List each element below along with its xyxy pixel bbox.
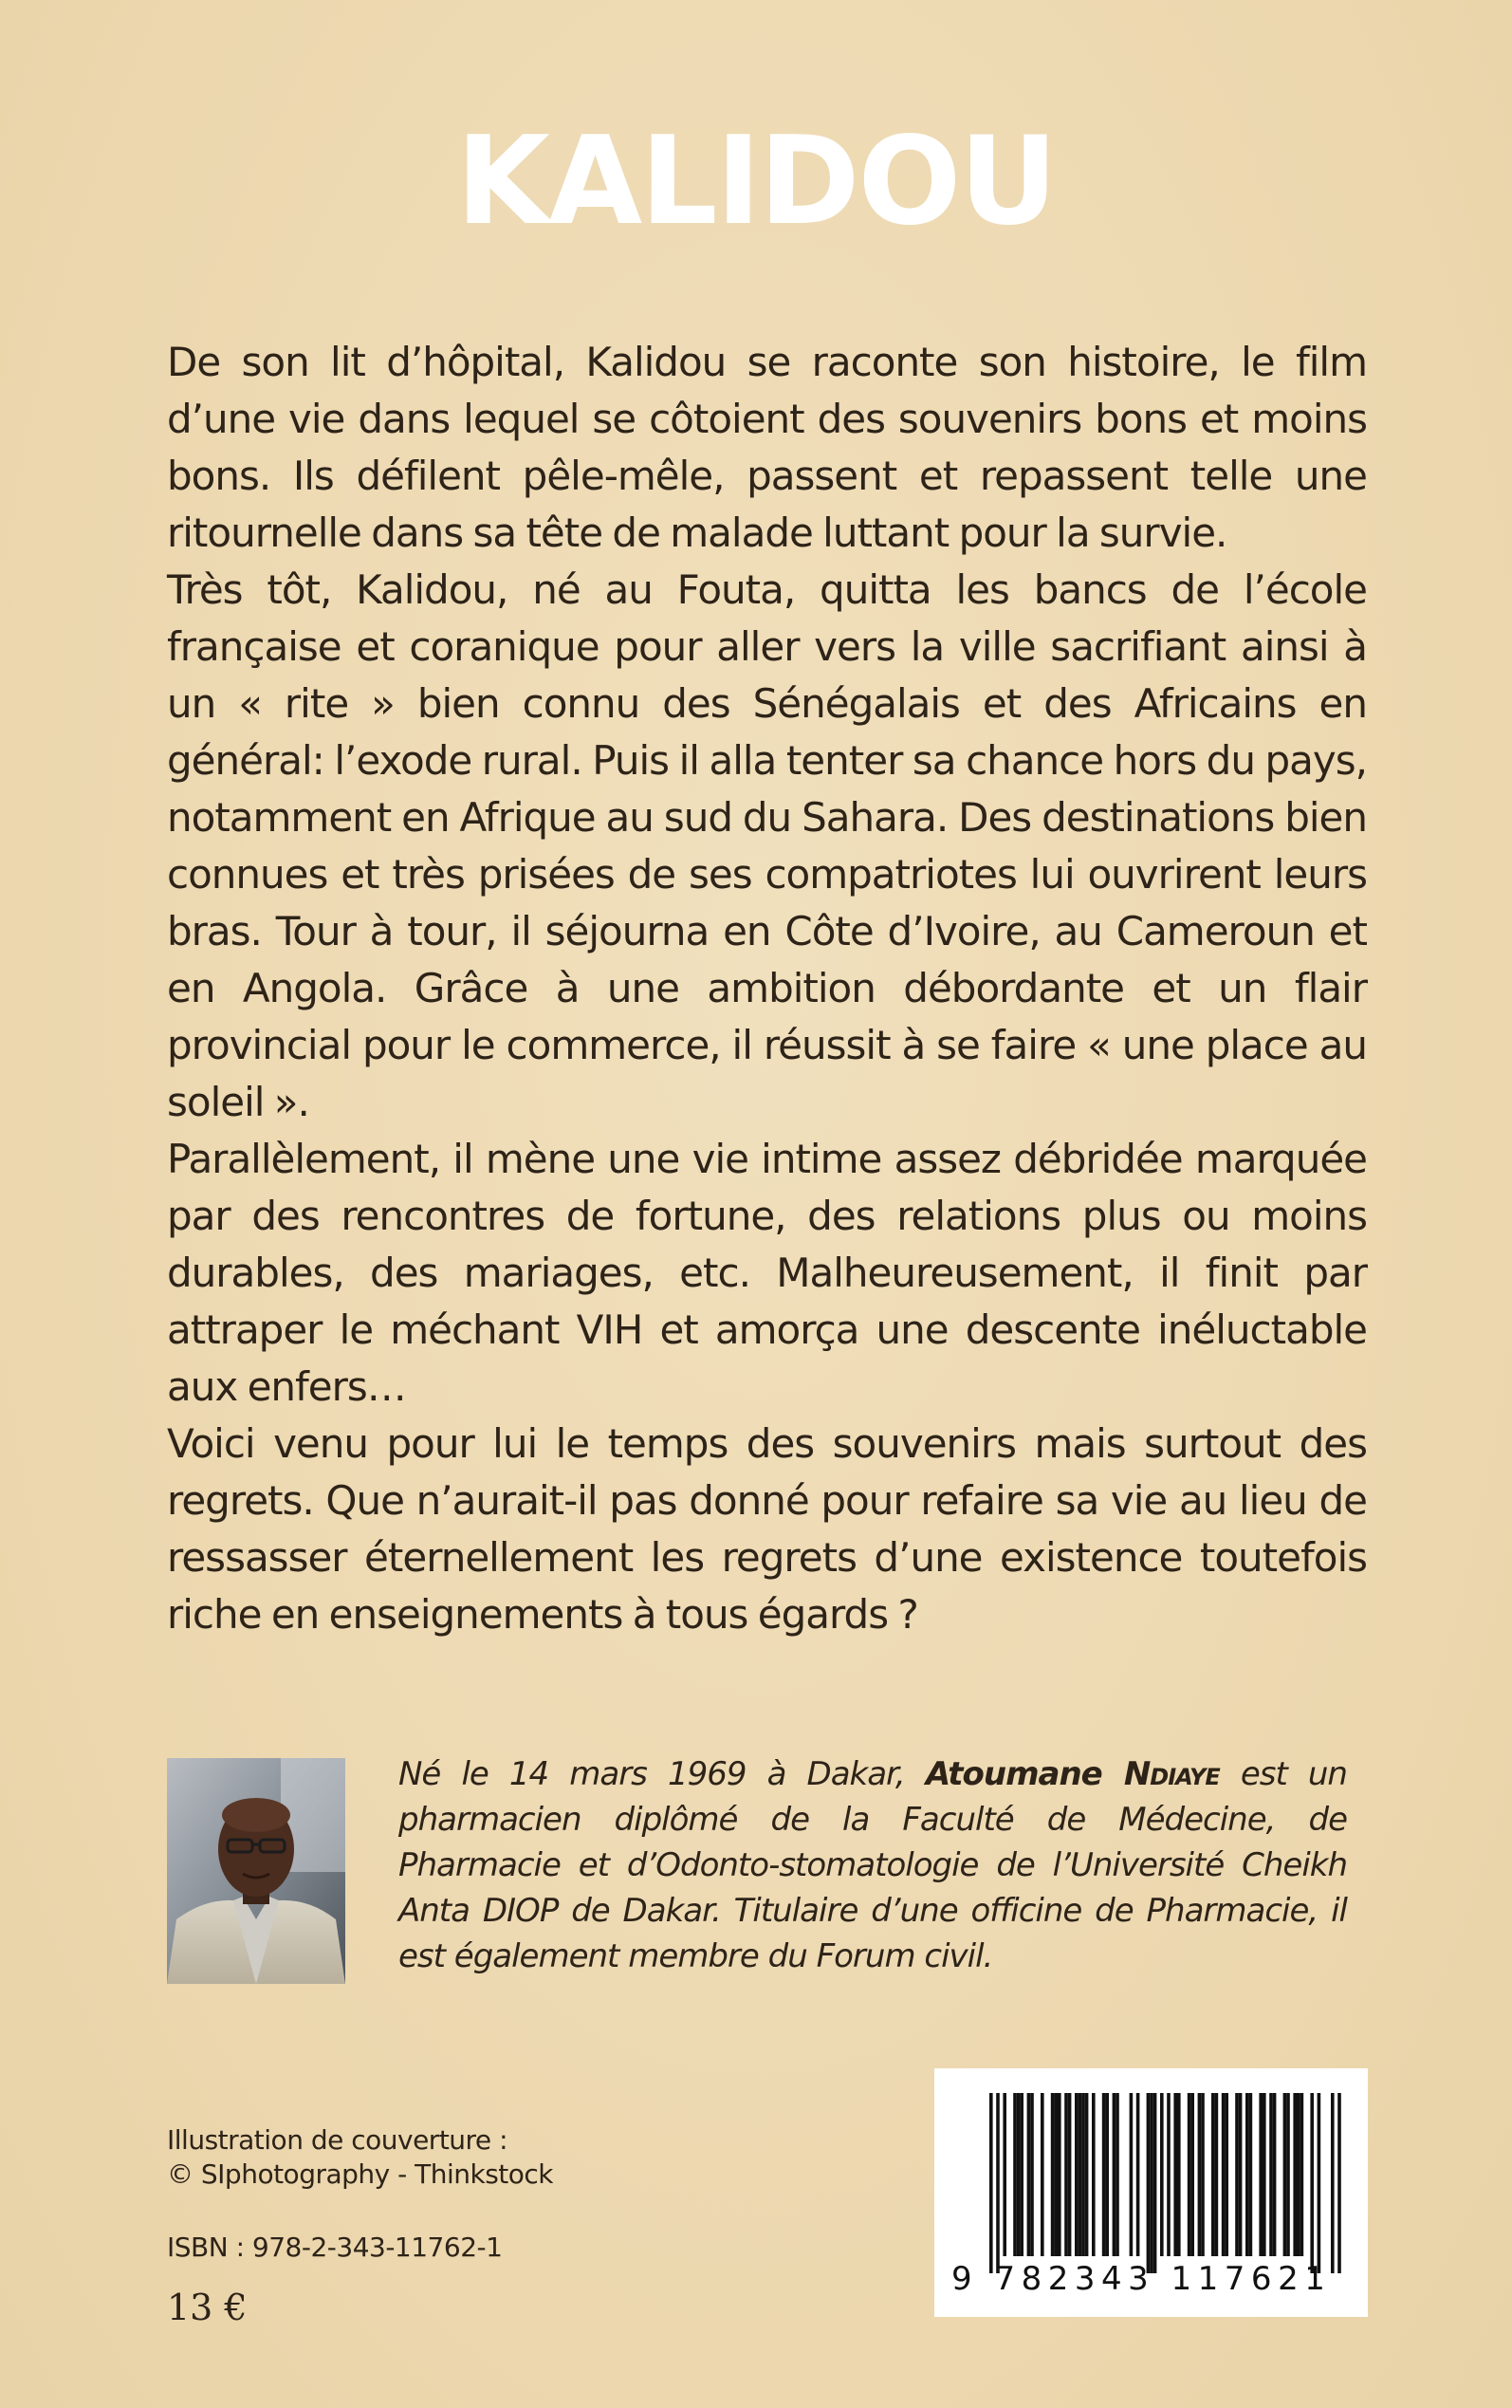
back-cover-blurb — [167, 334, 1367, 1643]
barcode-bar — [1013, 2093, 1017, 2256]
barcode-bar — [1198, 2093, 1202, 2256]
barcode-bar — [1105, 2093, 1109, 2256]
barcode-bar — [1211, 2093, 1215, 2256]
author-portrait-image — [167, 1758, 345, 1984]
barcode-bar — [1160, 2093, 1164, 2256]
blurb-paragraph: Très tôt, Kalidou, né au Fouta, quitta les bancs de l’école française et coranique pour aller vers la ville sacrifiant ainsi à un « rite » bien connu des Sénégalais et des Africains en général: l’exode rural. Puis il alla tenter sa chance hors du pays, notamment en Afrique au sud du Sahara. Des destinations bien connues et très prisées de ses compatriotes lui ouvrirent leurs bras. Tour à tour, il séjourna en Côte d’Ivoire, au Cameroun et en Angola. Grâce à une ambition débordante et un flair provincial pour le commerce, il réussit à se faire « une place au soleil ». — [167, 566, 1367, 1125]
barcode-guard-bar — [1147, 2093, 1151, 2273]
book-title: KALIDOU — [455, 111, 1057, 252]
barcode-bar — [1297, 2093, 1300, 2256]
barcode-bar — [1085, 2093, 1089, 2256]
barcode-bar — [1283, 2093, 1287, 2256]
barcode-bar — [1235, 2093, 1239, 2256]
barcode-bar — [1215, 2093, 1219, 2256]
barcode-guard-bar — [1331, 2093, 1335, 2273]
barcode-bar — [1177, 2093, 1181, 2256]
barcode-bar — [1079, 2093, 1082, 2256]
barcode-bar — [1263, 2093, 1266, 2256]
barcode-guard-bar — [1337, 2093, 1341, 2273]
author-first-name: Atoumane — [925, 1755, 1124, 1793]
barcode-guard-bar — [989, 2093, 993, 2273]
barcode-bar — [1113, 2093, 1116, 2256]
barcode-bar — [1293, 2093, 1297, 2256]
credit-line-2: © SIphotography - Thinkstock — [167, 2158, 554, 2190]
barcode-bar — [1017, 2093, 1021, 2256]
author-last-name: Ndiaye — [1123, 1755, 1220, 1793]
author-bio — [398, 1751, 1347, 1979]
barcode-bar — [1027, 2093, 1031, 2256]
barcode-bar — [1239, 2093, 1243, 2256]
credit-line-1: Illustration de couverture : — [167, 2124, 507, 2156]
blurb-paragraph: De son lit d’hôpital, Kalidou se raconte son histoire, le film d’une vie dans lequel se côtoient des souvenirs bons et moins bons. Ils défilent pêle-mêle, passent et repassent telle une ritournelle dans sa tête de malade luttant pour la survie. — [167, 339, 1367, 556]
cover-illustration-credit — [167, 2123, 553, 2192]
barcode-bar — [1030, 2093, 1034, 2256]
barcode-bar — [1245, 2093, 1249, 2256]
barcode-bar — [1167, 2093, 1171, 2256]
barcode-bar — [1064, 2093, 1068, 2256]
barcode-bar — [1020, 2093, 1023, 2256]
author-name — [926, 1755, 1220, 1793]
author-photo — [167, 1758, 345, 1984]
barcode-bar — [1225, 2093, 1228, 2256]
barcode-bar — [1003, 2093, 1006, 2256]
barcode-bar — [1058, 2093, 1061, 2256]
barcode-bar — [1054, 2093, 1058, 2256]
barcode-bar — [1273, 2093, 1277, 2256]
price: 13 € — [167, 2287, 248, 2328]
barcode-bar — [1116, 2093, 1119, 2256]
barcode-bar — [1130, 2093, 1134, 2256]
barcode-bar — [1136, 2093, 1140, 2256]
barcode-bar — [1286, 2093, 1290, 2256]
barcode-bar — [1188, 2093, 1191, 2256]
barcode-bar — [1222, 2093, 1226, 2256]
blurb-paragraph: Voici venu pour lui le temps des souvenirs mais surtout des regrets. Que n’aurait-il pas donné pour refaire sa vie au lieu de ressasser éternellement les regrets d’une existence toutefois riche en enseignements à tous égards ? — [167, 1420, 1367, 1638]
bio-intro: Né le 14 mars 1969 à Dakar, — [398, 1755, 926, 1793]
barcode-bar — [1259, 2093, 1263, 2256]
barcode-bar — [1051, 2093, 1055, 2256]
barcode-guard-bar — [1153, 2093, 1157, 2273]
barcode-guard-bar — [1150, 2093, 1153, 2273]
barcode-guard-bar — [1318, 2093, 1321, 2273]
barcode-bar — [1068, 2093, 1072, 2256]
barcode-bar — [1041, 2093, 1044, 2256]
barcode-bar — [1190, 2093, 1194, 2256]
barcode-digits: 9 782343 117621 — [951, 2260, 1332, 2298]
barcode-bar — [1075, 2093, 1079, 2256]
barcode-bar — [1201, 2093, 1205, 2256]
barcode-bar — [1092, 2093, 1096, 2256]
barcode-bar — [1269, 2093, 1273, 2256]
barcode-bar — [1300, 2093, 1304, 2256]
isbn-number: ISBN : 978-2-343-11762-1 — [167, 2232, 503, 2263]
barcode-guard-bar — [1310, 2093, 1314, 2273]
bio-rest: est un pharmacien diplômé de la Faculté de Médecine, de Pharmacie et d’Odonto-stomatologie de l’Université Cheikh Anta DIOP de Dakar. Titulaire d’une officine de Pharmacie, il est également membre du Forum civil. — [398, 1755, 1347, 1975]
barcode-bar — [1102, 2093, 1106, 2256]
barcode-bar — [1249, 2093, 1253, 2256]
barcode-bar — [1081, 2093, 1085, 2256]
barcode-guard-bar — [996, 2093, 1000, 2273]
blurb-paragraph: Parallèlement, il mène une vie intime assez débridée marquée par des rencontres de fortune, des relations plus ou moins durables, des mariages, etc. Malheureusement, il finit par attraper le méchant VIH et amorça une descente inéluctable aux enfers… — [167, 1136, 1367, 1410]
barcode-bar — [1173, 2093, 1177, 2256]
